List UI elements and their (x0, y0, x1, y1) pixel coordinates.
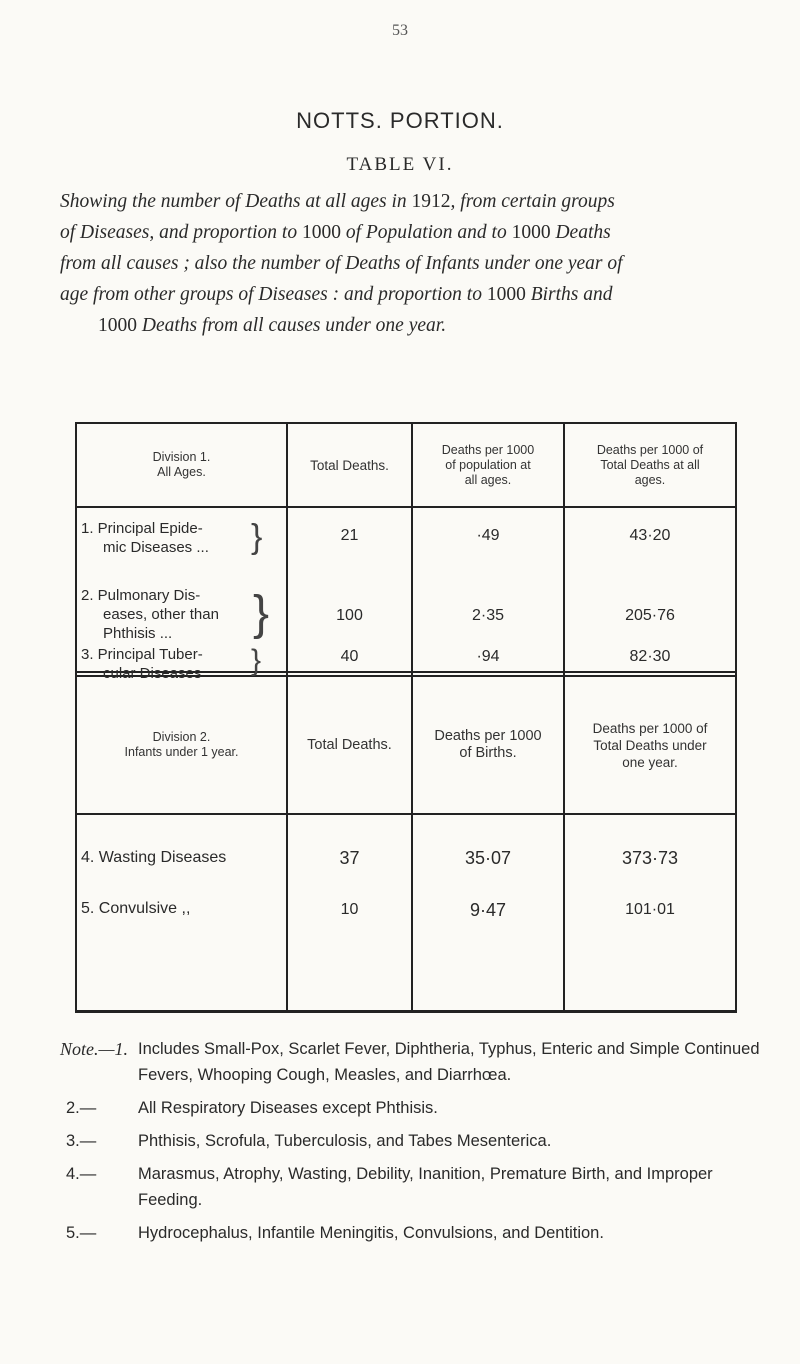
note-text: All Respiratory Diseases except Phthisis. (138, 1099, 438, 1117)
row-label (81, 586, 219, 643)
header-text: Deaths per 1000 (441, 442, 535, 457)
note-item (60, 1128, 760, 1154)
div2-header-col2: Total Deaths. (307, 736, 392, 753)
intro-number: 1000 (486, 284, 526, 305)
table-description (60, 186, 760, 341)
intro-year: 1912 (411, 191, 451, 212)
intro-text: Deaths (550, 222, 611, 243)
intro-text: age from other groups of Diseases : and proportion to (60, 284, 487, 305)
note-item (60, 1095, 760, 1121)
div2-header-col3 (413, 677, 563, 813)
deaths-per-total-infant-deaths: 373·73 (621, 847, 679, 868)
total-deaths: 40 (340, 648, 359, 665)
div1-header-col4 (565, 424, 735, 506)
header-rule (75, 813, 737, 815)
header-rule (75, 506, 737, 508)
note-label: 3.— (66, 1132, 97, 1150)
note-item (60, 1220, 760, 1246)
header-text: Division 2. (152, 730, 211, 744)
header-text: Deaths per 1000 of (592, 720, 708, 736)
deaths-per-total-deaths: 205·76 (625, 607, 675, 624)
header-text: All Ages. (157, 465, 206, 479)
deaths-per-population: ·49 (476, 527, 500, 544)
div2-header-col4 (565, 677, 735, 813)
deaths-per-births: 35·07 (464, 847, 512, 868)
div2-header-col1 (77, 677, 286, 813)
notes-section (60, 1036, 760, 1253)
row-label (81, 519, 209, 557)
deaths-per-population: 2·35 (471, 607, 505, 624)
intro-text: , from certain groups (450, 191, 615, 212)
header-text: all ages. (464, 472, 512, 487)
note-text: Hydrocephalus, Infantile Meningitis, Convulsions, and Dentition. (138, 1224, 604, 1242)
intro-text: Births and (525, 284, 613, 305)
note-item (60, 1036, 760, 1088)
deaths-per-population: ·94 (476, 648, 500, 665)
mortality-table (75, 422, 737, 1014)
note-text: Phthisis, Scrofula, Tuberculosis, and Tabes Mesenterica. (138, 1132, 552, 1150)
note-text: Includes Small-Pox, Scarlet Fever, Diphtheria, Typhus, Enteric and Simple Continued Fevers, Whooping Cough, Measles, and Diarrhœa. (138, 1040, 760, 1084)
header-text: ages. (634, 472, 666, 487)
note-label: 2.— (66, 1099, 97, 1117)
header-text: Deaths per 1000 of (596, 442, 704, 457)
brace-icon: } (251, 644, 262, 677)
intro-text: of Diseases, and proportion to (60, 222, 302, 243)
header-text: of Births. (459, 745, 517, 761)
brace-icon: } (251, 518, 263, 556)
deaths-per-total-deaths: 82·30 (629, 648, 671, 665)
deaths-per-total-deaths: 43·20 (629, 527, 671, 544)
div1-header-col1 (77, 424, 286, 506)
row-label-line: 3. Principal Tuber- (81, 646, 203, 663)
intro-number: 1000 (98, 315, 137, 336)
row-label-line: 1. Principal Epide- (81, 520, 203, 537)
header-text: Total Deaths under (593, 737, 707, 753)
total-deaths: 37 (339, 847, 360, 868)
table-bottom-rule (75, 1010, 737, 1013)
div1-header-col2: Total Deaths. (310, 457, 389, 473)
row-label: 4. Wasting Diseases (81, 849, 227, 866)
table-title: TABLE VI. (346, 154, 454, 175)
header-text: Total Deaths at all (600, 457, 700, 472)
row-label-line: 2. Pulmonary Dis- (81, 587, 201, 604)
div1-header-col3 (413, 424, 563, 506)
header-text: of population at (445, 457, 531, 472)
row-label-line: eases, other than (103, 606, 219, 623)
row-label-line: mic Diseases ... (103, 539, 209, 556)
brace-icon: } (253, 587, 270, 640)
deaths-per-births: 9·47 (469, 899, 507, 920)
row-label-line: cular Diseases (103, 665, 202, 682)
note-text: Marasmus, Atrophy, Wasting, Debility, Inanition, Premature Birth, and Improper Feeding. (138, 1165, 713, 1209)
page-heading: NOTTS. PORTION. (296, 108, 504, 133)
intro-text: Deaths from all causes under one year. (137, 315, 447, 336)
header-text: one year. (622, 754, 678, 770)
row-label: 5. Convulsive ,, (81, 900, 191, 917)
note-label: 5.— (66, 1224, 97, 1242)
header-text: Division 1. (152, 450, 211, 464)
total-deaths: 10 (340, 901, 359, 918)
intro-number: 1000 (301, 222, 341, 243)
intro-text: of Population and to (340, 222, 512, 243)
intro-text: Showing the number of Deaths at all ages in (60, 191, 412, 212)
header-text: Infants under 1 year. (124, 745, 239, 759)
column-rule (735, 422, 737, 1013)
note-label: Note.—1. (60, 1039, 129, 1059)
intro-number: 1000 (511, 222, 551, 243)
row-label-line: Phthisis ... (103, 625, 173, 642)
page-number: 53 (392, 22, 408, 39)
note-item (60, 1161, 760, 1213)
total-deaths: 21 (340, 527, 359, 544)
note-label: 4.— (66, 1165, 97, 1183)
header-text: Deaths per 1000 (434, 728, 542, 744)
deaths-per-total-infant-deaths: 101·01 (625, 901, 675, 918)
total-deaths: 100 (336, 607, 363, 624)
intro-text: from all causes ; also the number of Deaths of Infants under one year of (60, 253, 623, 274)
